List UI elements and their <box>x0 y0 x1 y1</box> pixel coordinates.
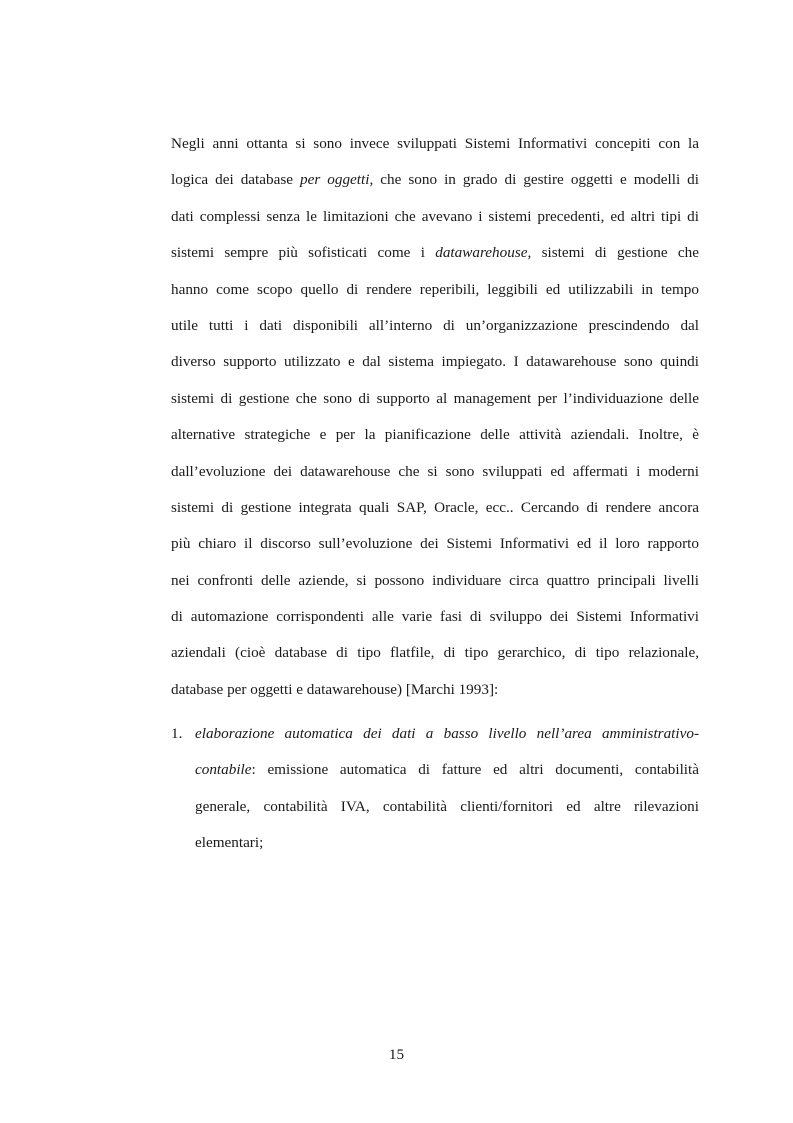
text-line <box>195 752 699 788</box>
list-item-number: 1. <box>171 725 183 742</box>
text-line: hanno come scopo quello di rendere reperibili, leggibili ed utilizzabili in tempo <box>171 280 699 298</box>
text-run: logica dei database <box>171 171 300 189</box>
text-line: dati complessi senza le limitazioni che avevano i sistemi precedenti, ed altri tipi di <box>171 207 699 225</box>
text-line: elementari; <box>195 834 264 852</box>
text-line: aziendali (cioè database di tipo flatfile, di tipo gerarchico, di tipo relazionale, <box>171 644 699 662</box>
text-line: sistemi di gestione che sono di supporto al management per l’individuazione delle <box>171 389 699 407</box>
body-paragraph <box>171 126 699 708</box>
text-line: utile tutti i dati disponibili all’interno di un’organizzazione prescindendo dal <box>171 316 699 334</box>
italic-term: elaborazione automatica dei dati a basso livello nell’area amministrativo- <box>195 725 699 742</box>
text-run: , che sono in grado di gestire oggetti e modelli di <box>369 171 699 189</box>
text-line <box>195 716 699 752</box>
text-line <box>171 162 699 198</box>
text-line: più chiaro il discorso sull’evoluzione dei Sistemi Informativi ed il loro rapporto <box>171 535 699 553</box>
text-run: : emissione automatica di fatture ed altri documenti, contabilità <box>251 761 699 779</box>
text-run: , sistemi di gestione che <box>527 244 699 262</box>
italic-term: contabile <box>195 761 252 779</box>
text-line: nei confronti delle aziende, si possono individuare circa quattro principali livelli <box>171 571 699 589</box>
text-line: Negli anni ottanta si sono invece sviluppati Sistemi Informativi concepiti con la <box>171 135 699 152</box>
page-number: 15 <box>388 1046 405 1063</box>
list-item <box>195 716 699 862</box>
text-line: alternative strategiche e per la pianificazione delle attività aziendali. Inoltre, è <box>171 426 699 444</box>
italic-term: datawarehouse <box>435 244 528 262</box>
text-line: di automazione corrispondenti alle varie fasi di sviluppo dei Sistemi Informativi <box>171 608 699 626</box>
text-run: sistemi sempre più sofisticati come i <box>171 244 436 262</box>
italic-term: per oggetti <box>300 171 370 189</box>
text-line: sistemi di gestione integrata quali SAP, Oracle, ecc.. Cercando di rendere ancora <box>171 498 699 516</box>
text-line: database per oggetti e datawarehouse) [Marchi 1993]: <box>171 680 499 698</box>
text-line: generale, contabilità IVA, contabilità clienti/fornitori ed altre rilevazioni <box>195 797 699 815</box>
text-line: diverso supporto utilizzato e dal sistema impiegato. I datawarehouse sono quindi <box>171 353 699 371</box>
text-line <box>171 235 699 271</box>
text-line: dall’evoluzione dei datawarehouse che si sono sviluppati ed affermati i moderni <box>171 462 699 480</box>
